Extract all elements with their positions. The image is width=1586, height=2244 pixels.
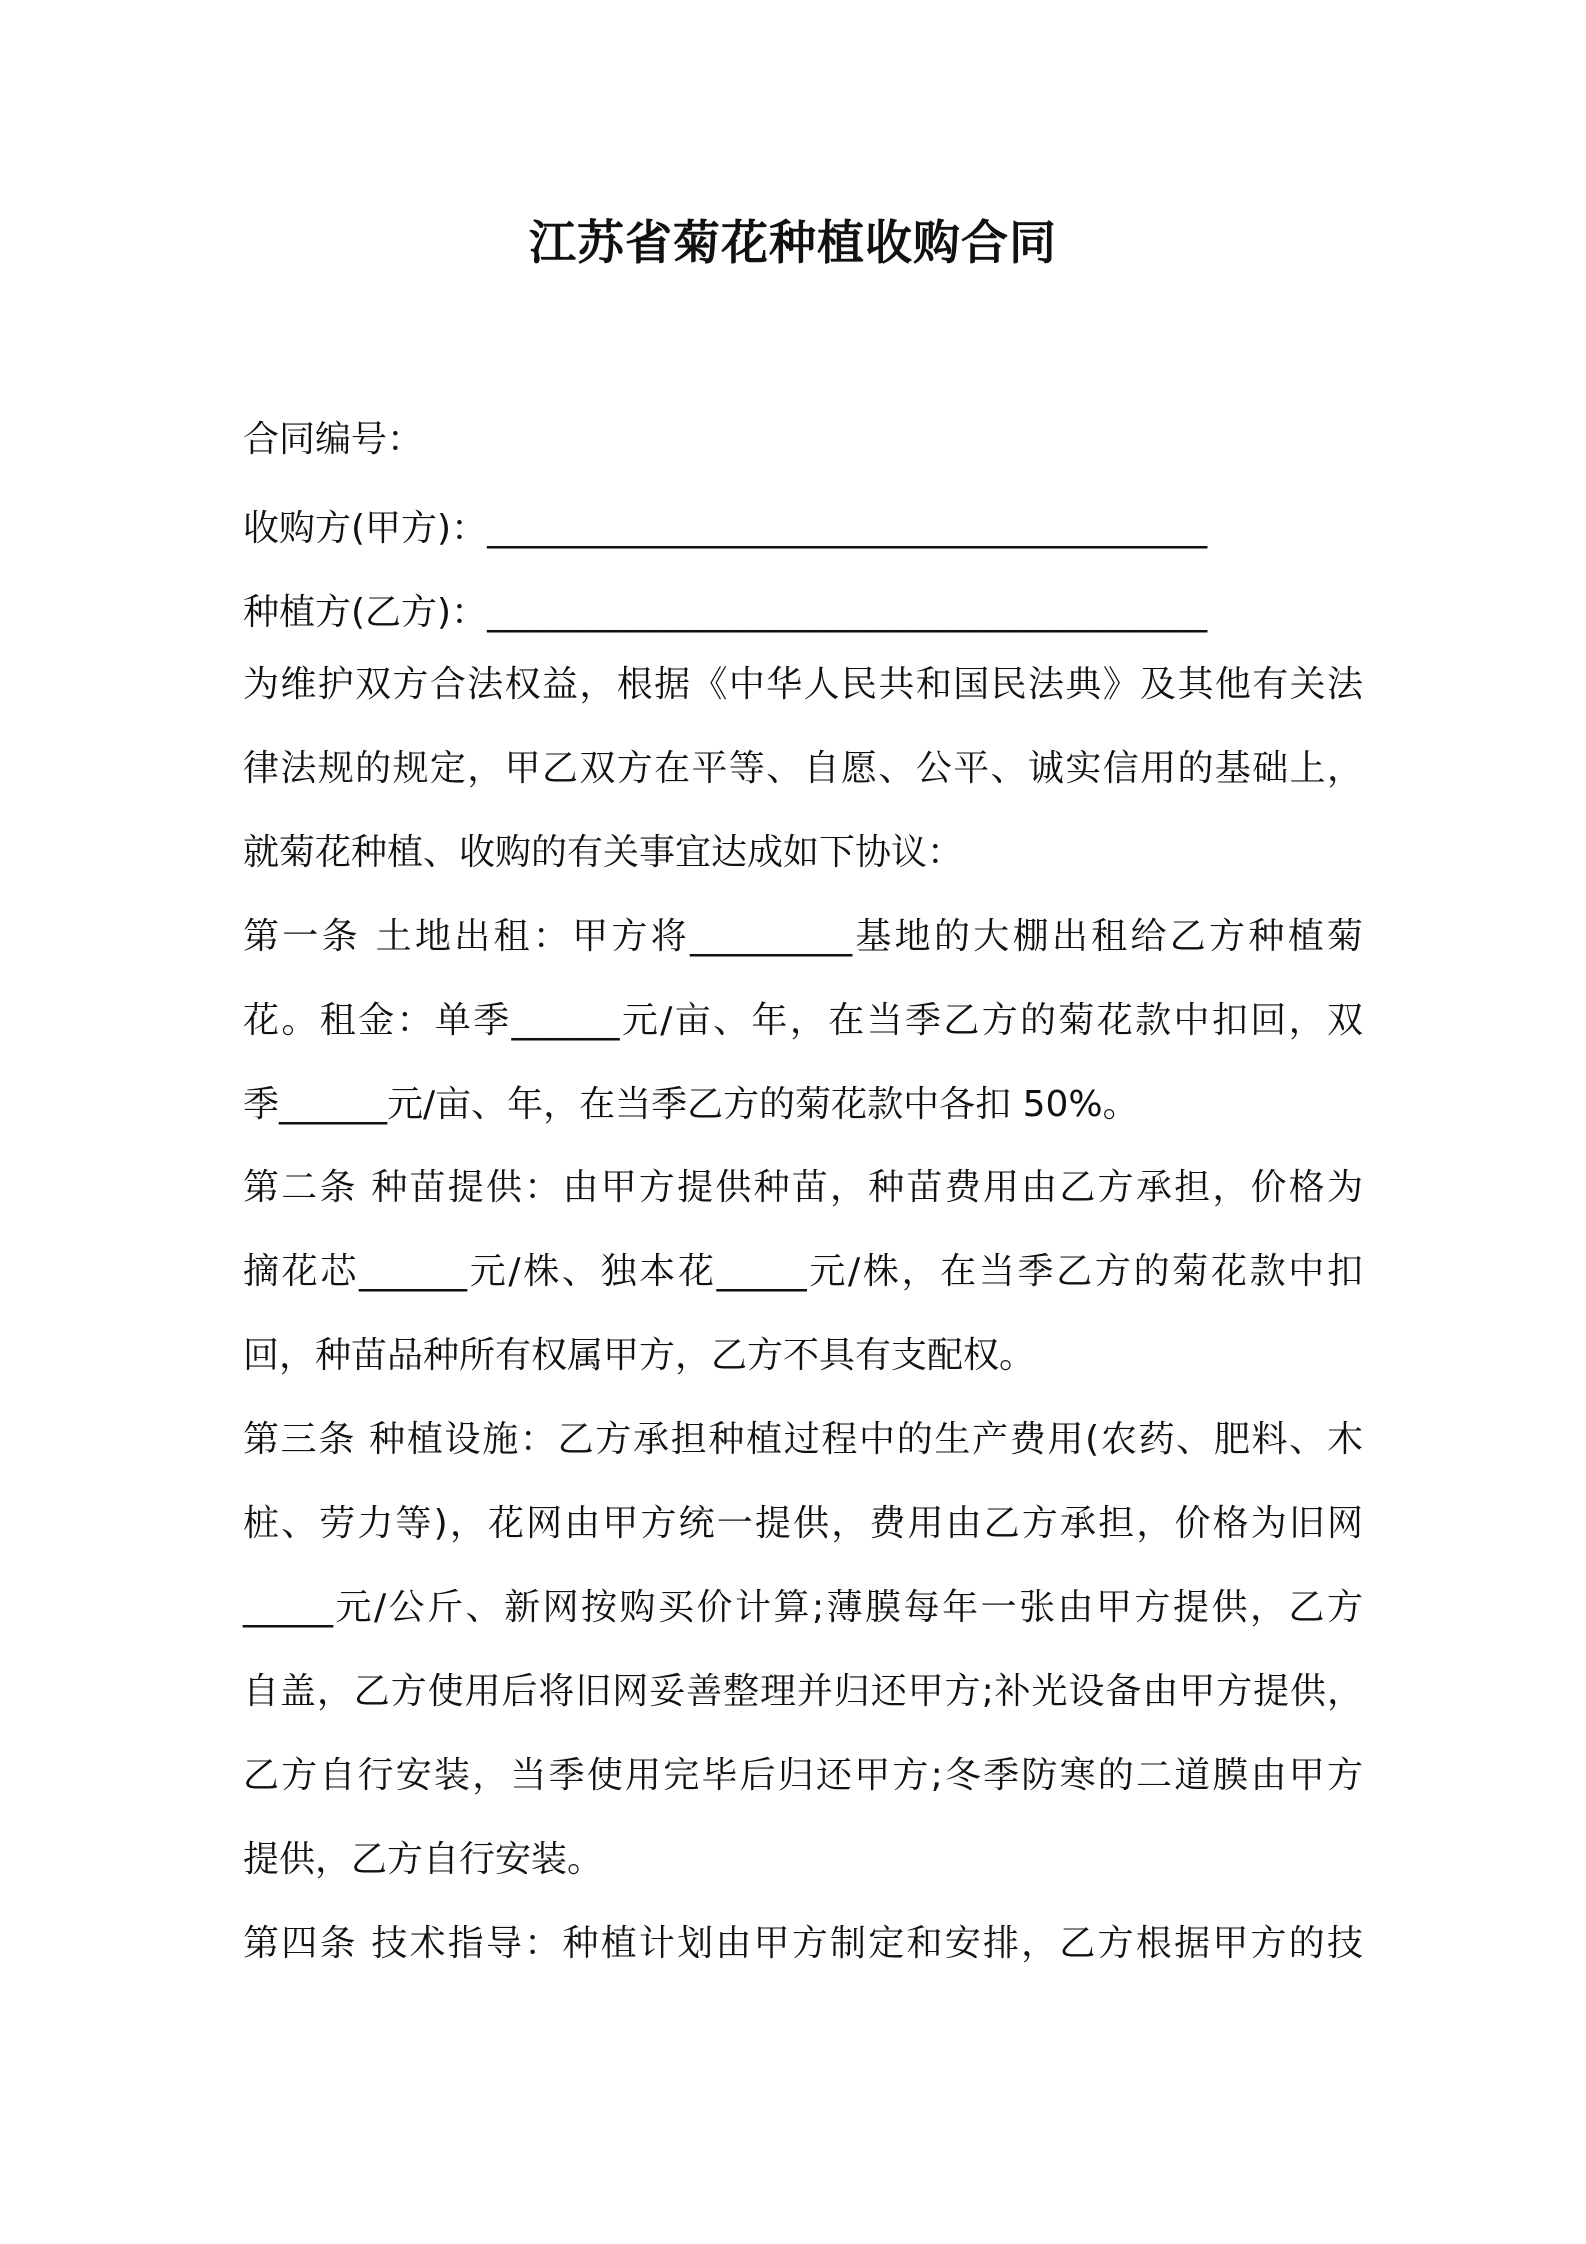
- article-3-line-4: 自盖，乙方使用后将旧网妥善整理并归还甲方;补光设备由甲方提供，: [243, 1671, 1363, 1712]
- preamble-line-3: 就菊花种植、收购的有关事宜达成如下协议：: [243, 832, 964, 873]
- contract-number-field: 合同编号：: [243, 419, 424, 460]
- article-3-line-6: 提供，乙方自行安装。: [243, 1839, 604, 1880]
- article-1-line-1: 第一条 土地出租：甲方将_________基地的大棚出租给乙方种植菊: [243, 916, 1363, 957]
- article-1-line-2: 花。租金：单季______元/亩、年，在当季乙方的菊花款中扣回，双: [243, 1000, 1363, 1041]
- article-3-line-3: _____元/公斤、新网按购买价计算;薄膜每年一张由甲方提供，乙方: [243, 1587, 1363, 1628]
- article-2-line-1: 第二条 种苗提供：由甲方提供种苗，种苗费用由乙方承担，价格为: [243, 1167, 1363, 1208]
- article-3-line-5: 乙方自行安装，当季使用完毕后归还甲方;冬季防寒的二道膜由甲方: [243, 1755, 1363, 1796]
- preamble-line-2: 律法规的规定，甲乙双方在平等、自愿、公平、诚实信用的基础上，: [243, 748, 1363, 789]
- planter-field: 种植方(乙方)：________________________________________: [243, 592, 1208, 633]
- article-2-line-3: 回，种苗品种所有权属甲方，乙方不具有支配权。: [243, 1335, 1036, 1376]
- buyer-field: 收购方(甲方)：________________________________________: [243, 508, 1208, 549]
- article-3-line-2: 桩、劳力等)，花网由甲方统一提供，费用由乙方承担，价格为旧网: [243, 1503, 1363, 1544]
- article-1-line-3: 季______元/亩、年，在当季乙方的菊花款中各扣 50%。: [243, 1084, 1139, 1125]
- preamble-line-1: 为维护双方合法权益，根据《中华人民共和国民法典》及其他有关法: [243, 664, 1363, 705]
- document-title: 江苏省菊花种植收购合同: [529, 216, 1057, 271]
- article-3-line-1: 第三条 种植设施：乙方承担种植过程中的生产费用(农药、肥料、木: [243, 1419, 1363, 1460]
- article-2-line-2: 摘花芯______元/株、独本花_____元/株，在当季乙方的菊花款中扣: [243, 1251, 1363, 1292]
- article-4-line-1: 第四条 技术指导：种植计划由甲方制定和安排，乙方根据甲方的技: [243, 1923, 1363, 1964]
